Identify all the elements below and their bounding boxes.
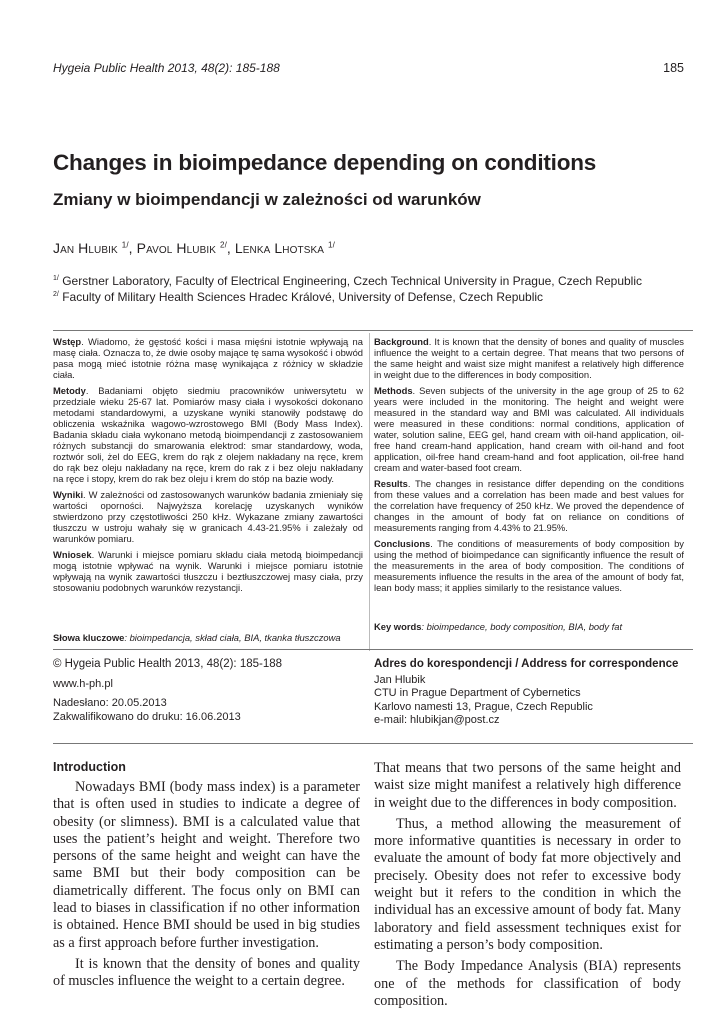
author-name: Jan Hlubik — [53, 240, 118, 256]
author-affiliation-mark: 2/ — [220, 240, 227, 250]
section-text: . Wiadomo, że gęstość kości i masa mięśni istotnie wpływają na masę ciała. Oznacza to, że dwie osoby mające tę sama wysokość i obwód pasa mogą mieć istotnie różna masę wynikająca z różnicy w składzie ciała. — [53, 336, 363, 380]
paragraph: Nowadays BMI (body mass index) is a parameter that is often used in studies to indicate a degree of obesity (or slimness). BMI is a calculated value that uses the patient’s height and weight. Therefore two persons of the same height and weight can have the same BMI but their body composition can be diametrically different. The focus only on BMI can lead to biases in classification if no other information is obtained. Hence BMI should be used in big studies as a first approach before further investigation. — [53, 779, 360, 951]
author-affiliation-mark: 1/ — [121, 240, 129, 250]
correspondence-heading: Adres do korespondencji / Address for correspondence — [374, 658, 679, 670]
abstract-en-methods — [374, 385, 684, 473]
keywords-text: : bioimpedance, body composition, BIA, body fat — [421, 621, 623, 632]
author-name: Lenka Lhotska — [234, 240, 325, 256]
affiliation-text: Gerstner Laboratory, Faculty of Electrical Engineering, Czech Technical University in Prague, Czech Republic — [62, 274, 643, 288]
website-link[interactable]: www.h-ph.pl — [53, 677, 113, 690]
section-text: . W zależności od zastosowanych warunków badania zmieniały się wartości oporności. Najwyższa korelację uzyskanych wyników stwierdzono przy częstotliwości 250 kHz. Wykazane zmiany zawartości tłuszczu w ustroju wahały się w granicach 4.43-21.95% i zależały od warunków pomiaru. — [53, 489, 363, 544]
section-text: . The conditions of measurements of body composition by using the method of bioimpedance can significantly influence the result of the measurements in the area of body composition. The conditions of measurements influence the results in the area of the amount of body fat, lean body mass; it applies similarly to the resistance values. — [374, 538, 684, 593]
correspondence-address: Karlovo namesti 13, Prague, Czech Republic — [374, 700, 593, 713]
correspondence-email[interactable]: e-mail: hlubikjan@post.cz — [374, 714, 500, 726]
correspondence-block — [374, 658, 694, 728]
author-list — [53, 240, 335, 256]
abstract-polish — [53, 336, 363, 598]
author-name: Pavol Hlubik — [136, 240, 217, 256]
paragraph: The Body Impedance Analysis (BIA) represents one of the methods for classification of body composition. — [374, 958, 681, 1009]
article-title: Changes in bioimpedance depending on conditions — [53, 150, 597, 175]
abstract-pl-conclusion — [53, 549, 363, 593]
author-separator: , — [226, 240, 235, 256]
divider — [53, 743, 693, 744]
section-label: Methods — [374, 385, 413, 396]
author-separator: , — [128, 240, 137, 256]
page-number: 185 — [663, 61, 684, 75]
section-label: Metody — [53, 385, 86, 396]
section-text: . Seven subjects of the university in the age group of 25 to 62 years were included in the monitoring. The height and weight were measured in the standard way and BMI was calculated. All individuals were measured in these conditions: normal conditions, application of water, solution saline, EEG gel, hand cream with oil-hand application, oil-free hand cream-hand application, hand cream with oil-hand and foot application, oil-free hand cream-hand and foot application, oil-free hand cream and water-based foot cream. — [374, 385, 684, 473]
accepted-date: Zakwalifikowano do druku: 16.06.2013 — [53, 710, 241, 723]
correspondence-name: Jan Hlubik — [374, 673, 426, 686]
keywords-polish — [53, 632, 363, 643]
abstract-pl-results — [53, 489, 363, 544]
paragraph: That means that two persons of the same height and waist size might manifest a relatively high difference in weight due to the differences in body composition. — [374, 760, 681, 811]
section-text: . It is known that the density of bones and quality of muscles influence the weight to a certain degree. That means that two persons of the same height and waist size might manifest a relatively high difference in weight due to the differences in body composition. — [374, 336, 684, 380]
body-column-left — [53, 779, 360, 995]
paragraph: It is known that the density of bones and quality of muscles influence the weight to a certain degree. — [53, 955, 360, 990]
section-label: Background — [374, 336, 429, 347]
section-label: Wstęp — [53, 336, 82, 347]
affiliation-2 — [53, 290, 703, 304]
section-label: Conclusions — [374, 538, 431, 549]
article-subtitle: Zmiany w bioimpendancji w zależności od warunków — [53, 190, 481, 209]
keywords-text: : bioimpedancja, skład ciała, BIA, tkanka tłuszczowa — [124, 632, 341, 643]
abstract-en-background — [374, 336, 684, 380]
correspondence-org: CTU in Prague Department of Cybernetics — [374, 687, 581, 699]
section-text: . Badaniami objęto siedmiu pracowników uniwersytetu w przedziale wieku 25-67 lat. Pomiarów masy ciała i wysokości dokonano metodami standardowymi, a uzyskane wyniki stanowiły podstawę do obliczenia wskaźnika wagowo-wzrostowego BMI (Body Mass Index). Badania składu ciała wykonano metodą bioimpendancji z zastosowaniem różnych substancji do smarowania elektrod: smar standardowy, woda, roztwór soli, żel do EEG, krem do rąk z olejem nakładany na ręce, krem do rąk bez oleju nakładany na ręce, krem do rak z i bez oleju nakładany na ręce i stopy, krem do rak bez oleju i krem do stóp na bazie wody. — [53, 385, 363, 484]
divider — [53, 649, 693, 650]
section-text: . Warunki i miejsce pomiaru składu ciała metodą bioimpedancji mogą istotnie wpływać na wynik. Warunki i miejsce pomiaru istotnie wpływają na wynik zawartości tłuszczu i beztłuszczowej masy ciała, przy stosowaniu podobnych warunków rezystancji. — [53, 549, 363, 593]
author-affiliation-mark: 1/ — [328, 240, 335, 250]
section-label: Results — [374, 478, 408, 489]
abstract-en-results — [374, 478, 684, 533]
section-label: Wniosek — [53, 549, 92, 560]
body-column-right — [374, 760, 681, 1014]
divider — [53, 330, 693, 331]
keywords-label: Słowa kluczowe — [53, 632, 125, 643]
copyright-line: © Hygeia Public Health 2013, 48(2): 185-188 — [53, 658, 283, 670]
paragraph: Thus, a method allowing the measurement of more informative quantities is necessary in order to evaluate the amount of body fat more objectively and precisely. Obesity does not refer to excessive body weight but it refers to the condition in which the individual has an excessive amount of body fat. Many laboratory and field assessment techniques exist for estimating a person’s body composition. — [374, 815, 681, 953]
abstract-pl-methods — [53, 385, 363, 484]
received-date: Nadesłano: 20.05.2013 — [53, 697, 167, 709]
affiliation-text: Faculty of Military Health Sciences Hradec Králové, University of Defense, Czech Republic — [62, 290, 544, 304]
section-text: . The changes in resistance differ depending on the conditions from these values and a correlation has been made and best values for the correlation have frequency of 250 kHz. We proved the dependence of changes in the amount of body fat on reliance on conditions of measurements ranging from 4.43% to 21.95%. — [374, 478, 684, 533]
publication-info — [53, 658, 363, 724]
abstract-en-conclusions — [374, 538, 684, 593]
affiliation-1 — [53, 274, 703, 288]
section-heading-introduction: Introduction — [53, 760, 126, 774]
section-label: Wyniki — [53, 489, 84, 500]
keywords-english — [374, 621, 684, 632]
keywords-label: Key words — [374, 621, 422, 632]
journal-header: Hygeia Public Health 2013, 48(2): 185-188 — [53, 61, 280, 75]
abstract-english — [374, 336, 684, 598]
column-divider — [369, 333, 370, 651]
abstract-pl-intro — [53, 336, 363, 380]
affiliation-mark: 2/ — [53, 291, 59, 298]
affiliation-mark: 1/ — [53, 275, 59, 282]
